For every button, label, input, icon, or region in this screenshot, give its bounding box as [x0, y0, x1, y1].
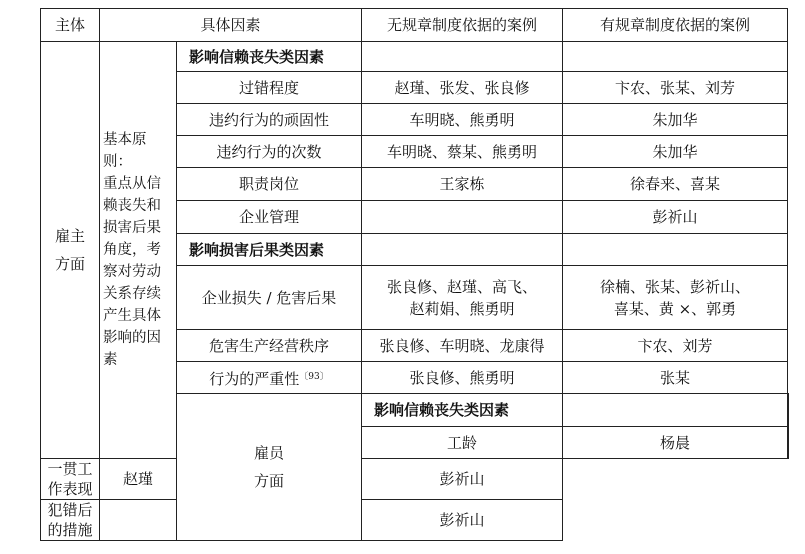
empty-cell [563, 42, 788, 72]
header-subject: 主体 [41, 9, 100, 42]
factor-cell: 过错程度 [177, 72, 362, 104]
with-rules-cell: 张某 [563, 362, 788, 394]
header-no-rules: 无规章制度依据的案例 [362, 9, 563, 42]
with-rules-cell [788, 427, 789, 459]
employee-label-line1: 雇员 [253, 444, 284, 462]
with-rules-cell: 朱加华 [563, 136, 788, 168]
employer-label-line2: 方面 [54, 255, 85, 273]
empty-cell [563, 234, 788, 266]
principle-line: 基本原则： [103, 132, 147, 170]
no-rules-cell [362, 201, 563, 234]
employer-label-line1: 雇主 [54, 227, 85, 245]
empty-cell [362, 42, 563, 72]
no-rules-cell: 王家栋 [362, 168, 563, 201]
category-title: 影响损害后果类因素 [177, 234, 362, 266]
with-rules-cell [563, 266, 788, 330]
no-rules-cell [362, 266, 563, 330]
header-with-rules: 有规章制度依据的案例 [563, 9, 788, 42]
factor-text: 行为的严重性 [209, 369, 300, 388]
empty-cell [563, 394, 788, 427]
header-factors: 具体因素 [100, 9, 362, 42]
empty-cell [362, 234, 563, 266]
header-row [41, 9, 789, 42]
no-rules-cell: 杨晨 [563, 427, 788, 459]
employer-principle [100, 42, 177, 459]
with-rules-cell: 彭祈山 [563, 201, 788, 234]
principle-line: 察对劳动 [103, 264, 161, 280]
principle-line: 影响的因 [103, 330, 161, 346]
with-rules-cell: 徐春来、喜某 [563, 168, 788, 201]
principle-line: 关系存续 [103, 286, 161, 302]
with-rules-cell: 卞农、刘芳 [563, 330, 788, 362]
cell-line: 赵莉娟、熊勇明 [409, 299, 515, 318]
case-factor-table-wrapper [40, 8, 789, 541]
principle-line: 素 [103, 352, 118, 368]
category-title: 影响信赖丧失类因素 [177, 42, 362, 72]
principle-line: 产生具体 [103, 308, 161, 324]
no-rules-cell [100, 500, 177, 541]
no-rules-cell: 张良修、熊勇明 [362, 362, 563, 394]
factor-cell: 犯错后的措施 [41, 500, 100, 541]
cell-line: 喜某、黄 ×、郭勇 [613, 299, 737, 318]
factor-cell: 企业管理 [177, 201, 362, 234]
empty-cell [788, 394, 789, 427]
employer-side-label [41, 42, 100, 459]
factor-cell: 危害生产经营秩序 [177, 330, 362, 362]
table-row [41, 500, 789, 541]
factor-cell [177, 362, 362, 394]
factor-cell: 企业损失 / 危害后果 [177, 266, 362, 330]
table-row [41, 42, 789, 72]
cell-line: 张良修、赵瑾、高飞、 [386, 277, 537, 296]
with-rules-cell: 卞农、张某、刘芳 [563, 72, 788, 104]
no-rules-cell: 赵瑾、张发、张良修 [362, 72, 563, 104]
employee-label-line2: 方面 [253, 472, 284, 490]
with-rules-cell: 朱加华 [563, 104, 788, 136]
footnote-marker: 〔93〕 [299, 371, 329, 382]
factor-cell: 违约行为的次数 [177, 136, 362, 168]
category-title: 影响信赖丧失类因素 [362, 394, 563, 427]
table-row [41, 459, 789, 500]
case-factor-table [40, 8, 789, 541]
employee-side-label [177, 394, 362, 541]
principle-line: 赖丧失和 [103, 198, 161, 214]
with-rules-cell: 彭祈山 [362, 500, 563, 541]
principle-line: 重点从信 [103, 176, 161, 192]
no-rules-cell: 车明晓、熊勇明 [362, 104, 563, 136]
principle-line: 损害后果 [103, 220, 161, 236]
factor-cell: 一贯工作表现 [41, 459, 100, 500]
factor-cell: 工龄 [362, 427, 563, 459]
no-rules-cell: 赵瑾 [100, 459, 177, 500]
with-rules-cell: 彭祈山 [362, 459, 563, 500]
no-rules-cell: 张良修、车明晓、龙康得 [362, 330, 563, 362]
cell-line: 徐楠、张某、彭祈山、 [599, 277, 750, 296]
factor-cell: 职责岗位 [177, 168, 362, 201]
factor-cell: 违约行为的顽固性 [177, 104, 362, 136]
no-rules-cell: 车明晓、蔡某、熊勇明 [362, 136, 563, 168]
principle-line: 角度，考 [103, 242, 161, 258]
